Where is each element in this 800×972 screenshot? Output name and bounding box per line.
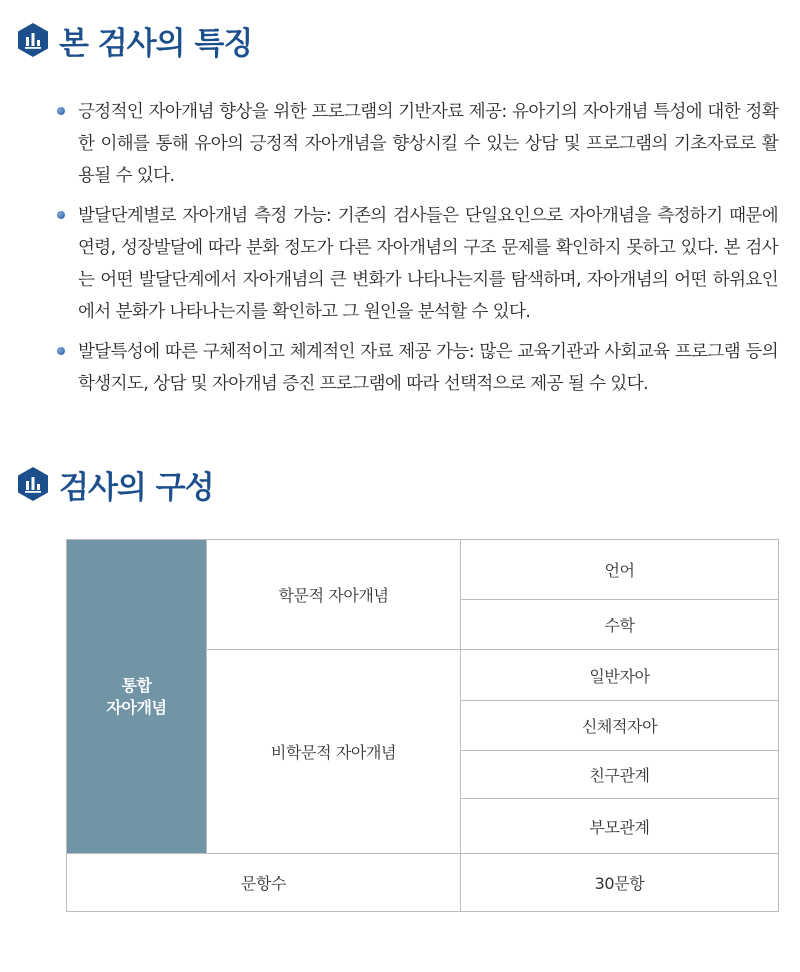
item-cell: 부모관계 xyxy=(461,799,779,854)
feature-text: 긍정적인 자아개념 향상을 위한 프로그램의 기반자료 제공: 유아기의 자아개념 특성에 대한 정확한 이해를 통해 유아의 긍정적 자아개념을 향상시킬 수 있는 상담 및 프로그램의 기초자료로 활용될 수 있다. xyxy=(78,102,778,186)
main-category-line: 통합 xyxy=(121,675,152,695)
section-title: 검사의 구성 xyxy=(59,469,214,506)
bar-chart-hexagon-icon xyxy=(17,22,49,58)
main-category-line: 자아개념 xyxy=(106,697,167,717)
table-row xyxy=(67,540,779,600)
item-cell: 일반자아 xyxy=(461,650,779,701)
feature-text: 발달특성에 따른 구체적이고 체계적인 자료 제공 가능: 많은 교육기관과 사회교육 프로그램 등의 학생지도, 상담 및 자아개념 증진 프로그램에 따라 선택적으로 제공 될 수 있다. xyxy=(78,342,778,394)
features-list xyxy=(56,96,778,408)
subcategory-cell-non-academic: 비학문적 자아개념 xyxy=(207,650,461,854)
section-heading-composition xyxy=(17,462,214,506)
item-cell: 친구관계 xyxy=(461,751,779,799)
feature-text: 발달단계별로 자아개념 측정 가능: 기존의 검사들은 단일요인으로 자아개념을 측정하기 때문에 연령, 성장발달에 따라 분화 정도가 다른 자아개념의 구조 문제를 확인하지 못하고 있다. 본 검사는 어떤 발달단계에서 자아개념의 큰 변화가 나타나는지를 탐색하며, 자아개념의 어떤 하위요인에서 분화가 나타나는지를 확인하고 그 원인을 분석할 수 있다. xyxy=(78,206,778,322)
list-item xyxy=(56,200,778,328)
item-cell: 언어 xyxy=(461,540,779,600)
footer-value-cell: 30문항 xyxy=(461,854,779,912)
main-category-cell xyxy=(67,540,207,854)
composition-table xyxy=(66,539,779,912)
subcategory-cell-academic: 학문적 자아개념 xyxy=(207,540,461,650)
bullet-dot-icon xyxy=(57,347,65,355)
item-cell: 신체적자아 xyxy=(461,701,779,751)
bullet-dot-icon xyxy=(57,211,65,219)
table-row xyxy=(67,854,779,912)
section-heading-features xyxy=(17,18,252,62)
list-item xyxy=(56,96,778,192)
bullet-dot-icon xyxy=(57,107,65,115)
item-cell: 수학 xyxy=(461,600,779,650)
bar-chart-hexagon-icon xyxy=(17,466,49,502)
list-item xyxy=(56,336,778,400)
page-title: 본 검사의 특징 xyxy=(59,25,253,62)
footer-label-cell: 문항수 xyxy=(67,854,461,912)
